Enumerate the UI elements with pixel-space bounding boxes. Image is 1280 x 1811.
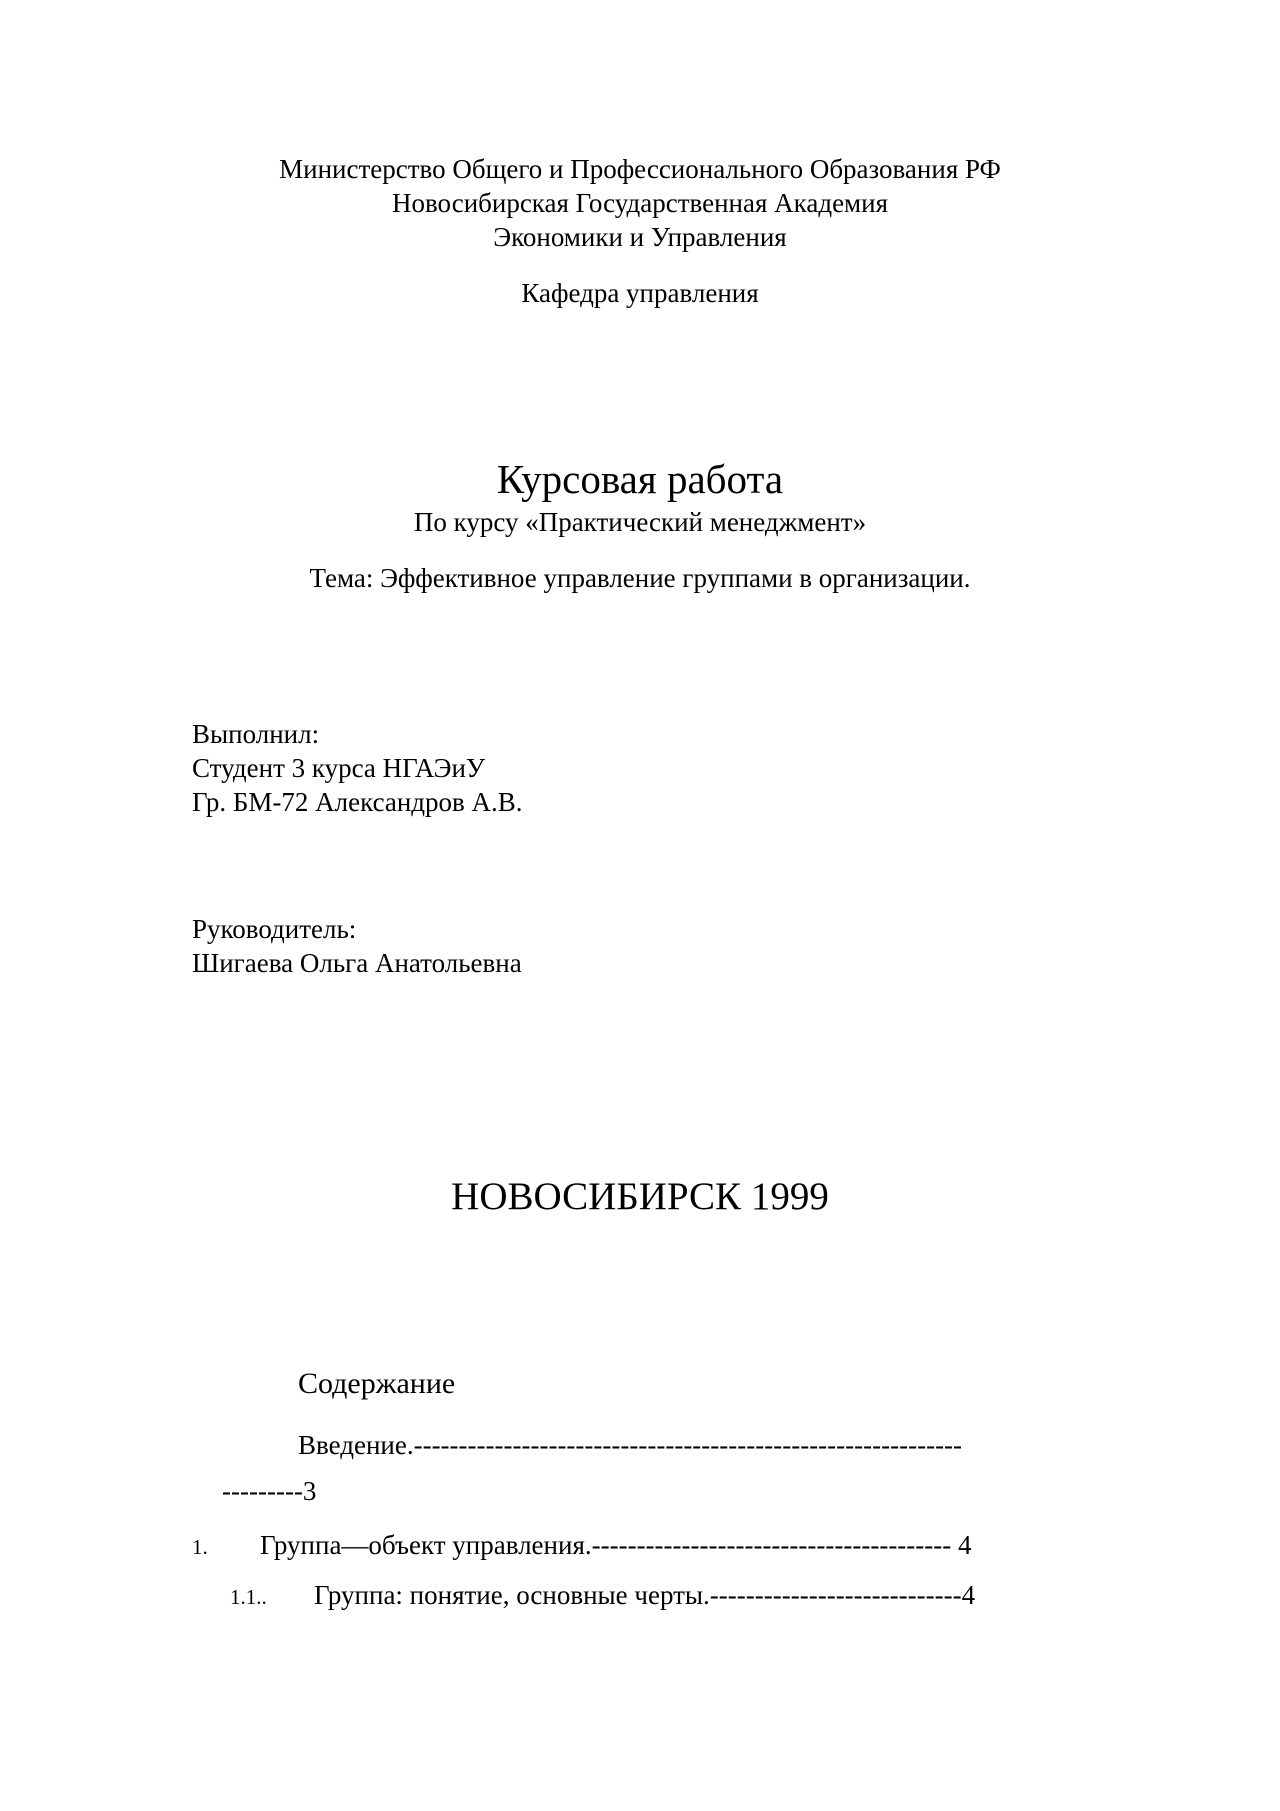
supervisor-name: Шигаева Ольга Анатольевна [192, 948, 522, 978]
performed-by-label: Выполнил: [192, 719, 320, 749]
header-line-economics: Экономики и Управления [493, 222, 787, 252]
toc-heading: Содержание [298, 1367, 456, 1400]
student-group-name: Гр. БМ-72 Александров А.В. [192, 787, 523, 817]
document-title: Курсовая работа [496, 456, 784, 502]
toc-intro-page: ---------3 [222, 1476, 317, 1506]
supervisor-label: Руководитель: [192, 914, 357, 944]
header-line-academy: Новосибирская Государственная Академия [391, 188, 889, 218]
header-line-ministry: Министерство Общего и Профессионального Образования РФ [279, 154, 1001, 184]
toc-item-1 [192, 1528, 1064, 1564]
toc-item-1-1-text: Группа: понятие, основные черты.----------------------------4 [314, 1580, 976, 1610]
toc-item-1-1-number: 1.1.. [230, 1585, 267, 1609]
performed-by-block [192, 717, 523, 819]
department: Кафедра управления [521, 278, 759, 308]
student-info: Студент 3 курса НГАЭиУ [192, 753, 486, 783]
toc-item-1-1 [230, 1578, 1052, 1614]
toc-item-1-text: Группа—объект управления.---------------------------------------- 4 [260, 1530, 972, 1560]
toc-intro-line: Введение.------------------------------------------------------------- [298, 1430, 963, 1460]
theme-line: Тема: Эффективное управление группами в организации. [309, 563, 971, 593]
city-year: НОВОСИБИРСК 1999 [451, 1175, 829, 1218]
supervisor-block [192, 912, 522, 980]
ministry-header [0, 152, 1280, 254]
toc-item-1-number: 1. [192, 1535, 208, 1559]
course-name: По курсу «Практический менеджмент» [413, 507, 867, 537]
